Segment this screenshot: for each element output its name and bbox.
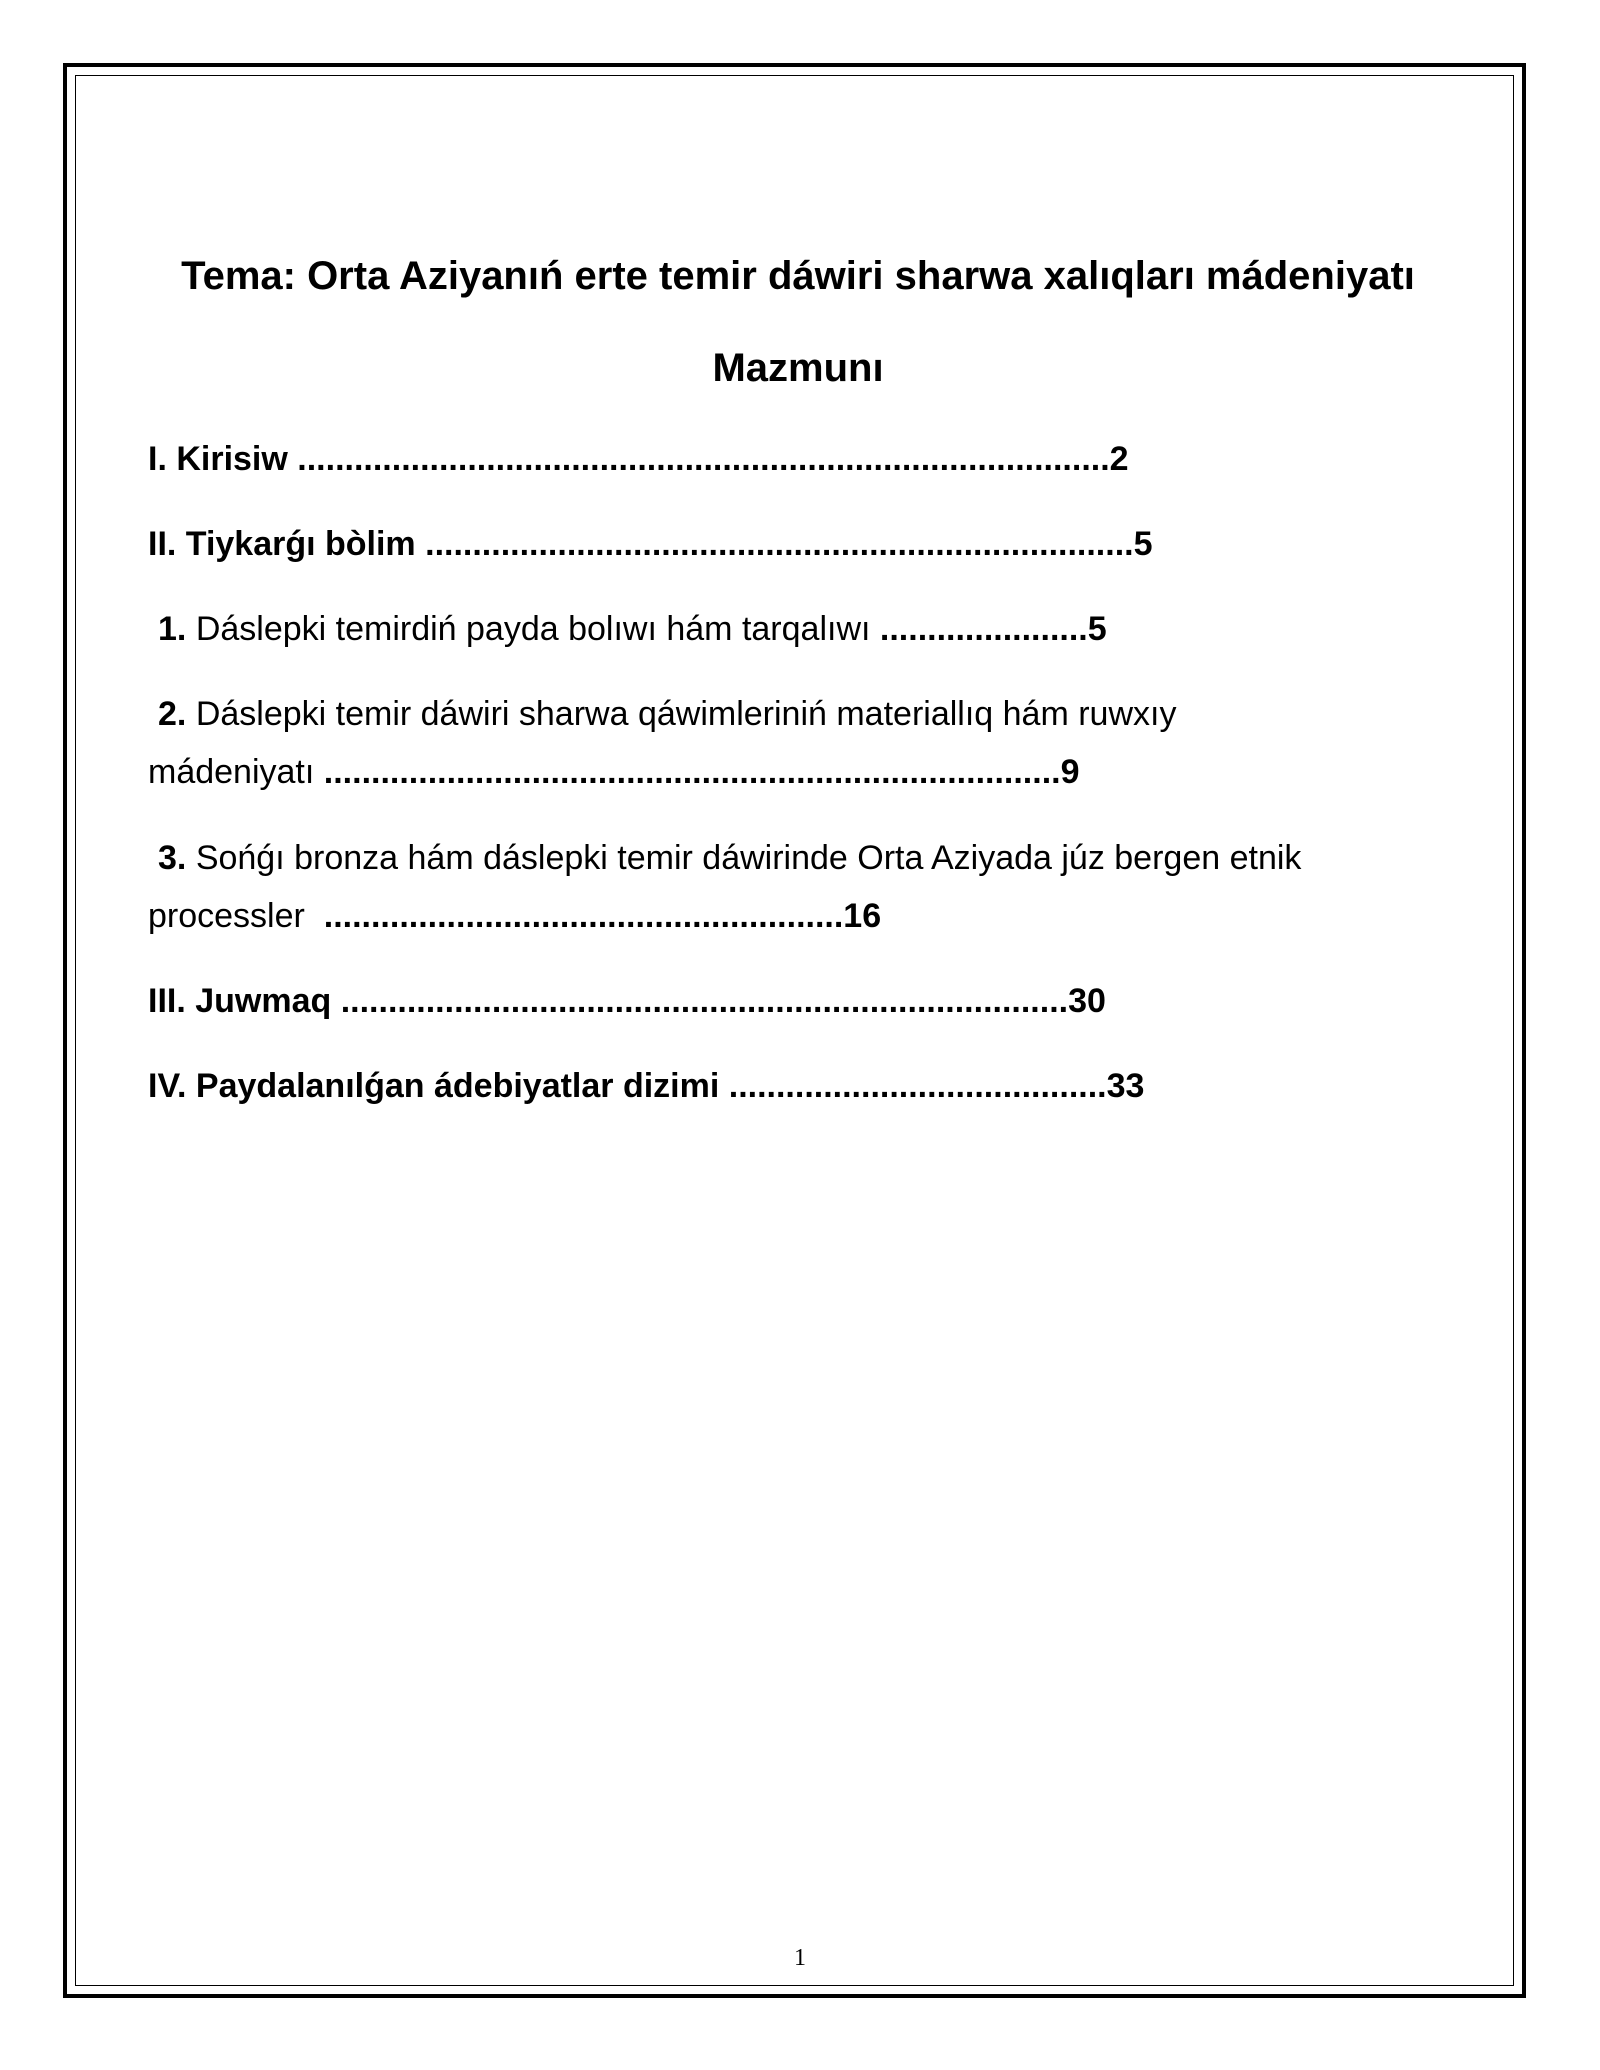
toc-page-number: 33 — [1106, 1067, 1145, 1105]
toc-item-number: 1. — [158, 610, 187, 648]
toc-leader-dots: ............................................................................. — [340, 982, 1069, 1020]
toc-item-label: II. Tiykarǵı bòlim — [148, 525, 416, 563]
toc-leader-dots: ....................................................... — [323, 897, 844, 935]
toc-item-label: III. Juwmaq — [148, 982, 332, 1020]
toc-item-kirisiw[interactable] — [148, 430, 1129, 488]
toc-page-number: 9 — [1060, 753, 1080, 791]
toc-leader-dots: ...................... — [879, 610, 1088, 648]
toc-item-label-continued: mádeniyatı — [148, 753, 315, 791]
toc-item-label: Sońǵı bronza hám dáslepki temir dáwirinde Orta Aziyada júz bergen etnik — [195, 839, 1302, 877]
toc-leader-dots: .............................................................................. — [323, 753, 1061, 791]
toc-item-number: 3. — [158, 839, 187, 877]
toc-page-number: 5 — [1133, 525, 1153, 563]
toc-item-label: IV. Paydalanılǵan ádebiyatlar dizimi — [148, 1067, 720, 1105]
document-title: Tema: Orta Aziyanıń erte temir dáwiri sharwa xalıqları mádeniyatı — [181, 254, 1415, 298]
toc-item-adebiyatlar[interactable] — [148, 1057, 1144, 1115]
toc-item-number: 2. — [158, 695, 187, 733]
toc-page-number: 5 — [1087, 610, 1107, 648]
toc-item-label: I. Kirisiw — [148, 440, 288, 478]
toc-page-number: 2 — [1109, 440, 1129, 478]
toc-heading: Mazmunı — [712, 346, 884, 390]
toc-item-juwmaq[interactable] — [148, 972, 1106, 1030]
toc-item-tiykargi-bolim[interactable] — [148, 515, 1153, 573]
document-content — [148, 0, 1448, 2070]
toc-item-label: Dáslepki temir dáwiri sharwa qáwimleriniń materiallıq hám ruwxıy — [195, 695, 1177, 733]
toc-item-2[interactable] — [148, 685, 1448, 801]
page-number: 1 — [794, 1945, 806, 1971]
toc-leader-dots: ........................................................................... — [425, 525, 1134, 563]
toc-item-label: Dáslepki temirdiń payda bolıwı hám tarqalıwı — [195, 610, 871, 648]
toc-leader-dots: ...................................................................................... — [297, 440, 1110, 478]
toc-item-1[interactable] — [158, 600, 1107, 658]
toc-leader-dots: ........................................ — [728, 1067, 1107, 1105]
toc-page-number: 30 — [1068, 982, 1106, 1020]
toc-page-number: 16 — [843, 897, 882, 935]
toc-item-label-continued: processler — [148, 897, 305, 935]
toc-item-3[interactable] — [148, 829, 1448, 945]
